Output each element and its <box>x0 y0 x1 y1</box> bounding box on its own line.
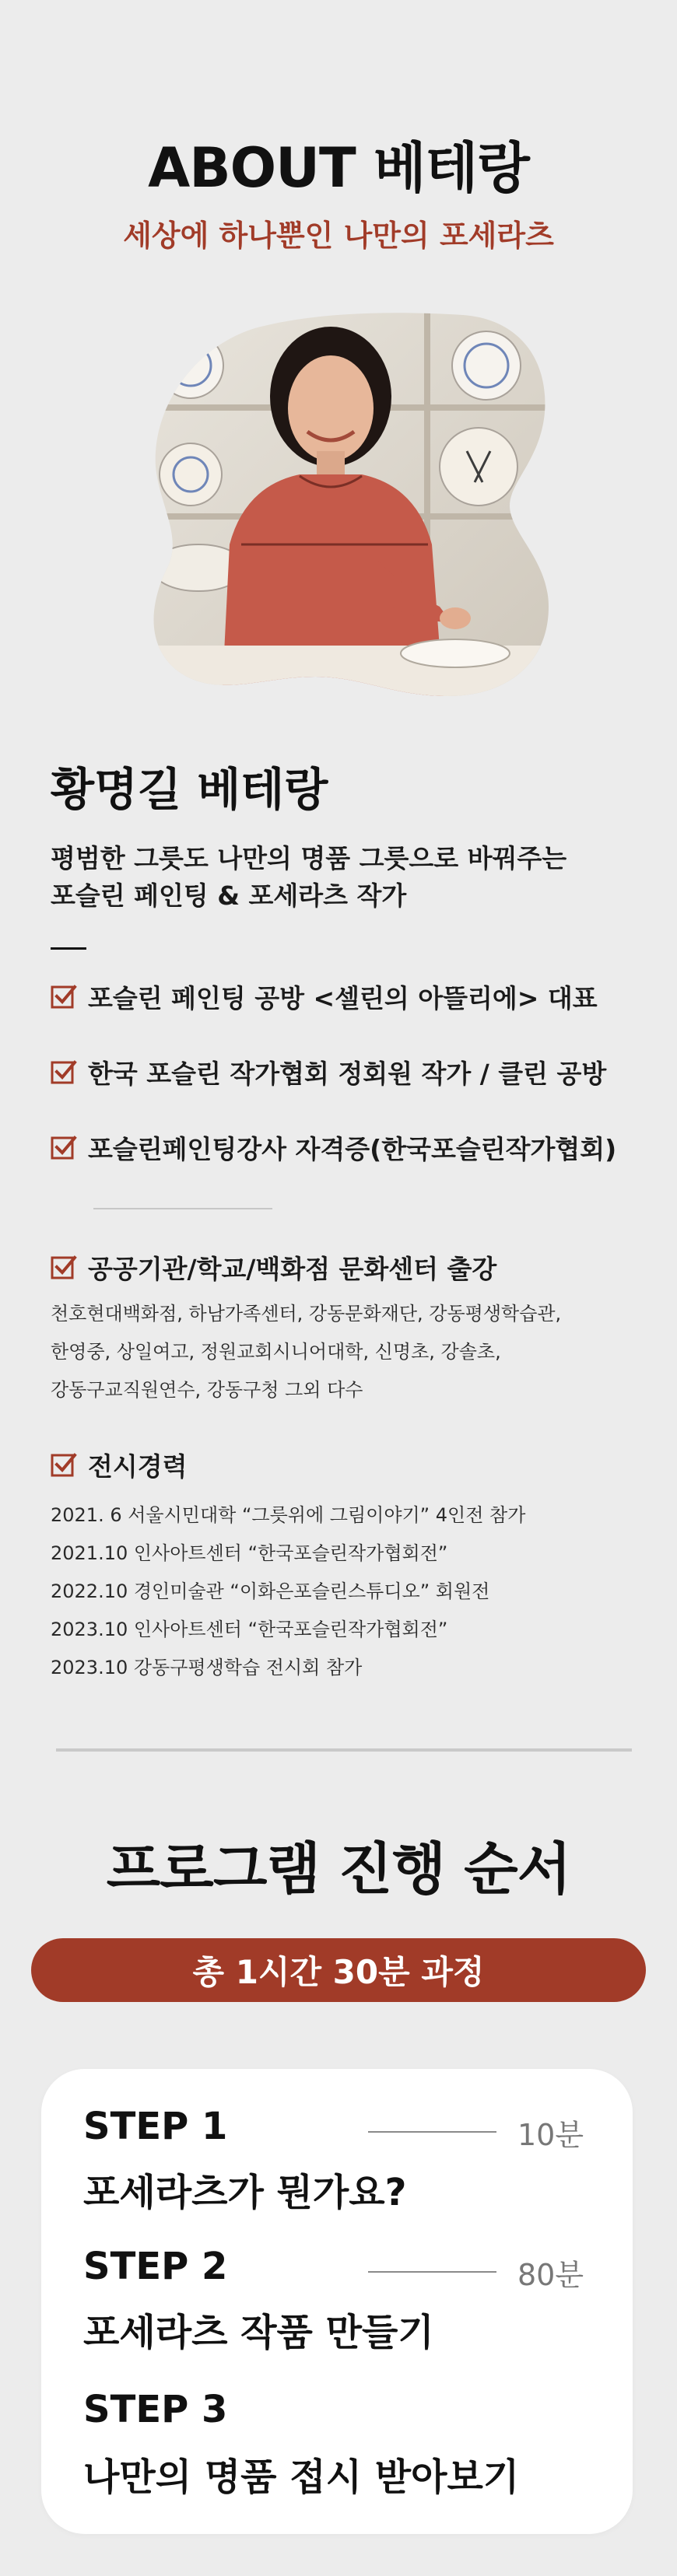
divider-short <box>93 1208 272 1209</box>
credential-item <box>51 978 598 1015</box>
step-connector-line <box>368 2271 496 2273</box>
step-label: STEP 2 <box>83 2245 228 2288</box>
divider-dash <box>51 947 86 950</box>
exhibition-line: 2023.10 인사아트센터 “한국포슬린작가협회전” <box>51 1619 448 1640</box>
credential-text: 한국 포슬린 작가협회 정회원 작가 / 클린 공방 <box>88 1059 607 1089</box>
exhibition-line: 2021.10 인사아트센터 “한국포슬린작가협회전” <box>51 1542 448 1564</box>
step-label: STEP 1 <box>83 2105 228 2148</box>
checkbox-icon <box>51 1059 77 1086</box>
credential-text: 포슬린 페인팅 공방 <셀린의 아뜰리에> 대표 <box>88 983 598 1013</box>
exhibition-line: 2021. 6 서울시민대학 “그릇위에 그림이야기” 4인전 참가 <box>51 1504 526 1526</box>
checkbox-icon <box>51 984 77 1010</box>
artist-photo <box>144 311 552 700</box>
step-description: 포세라츠 작품 만들기 <box>83 2311 434 2354</box>
credential-text: 포슬린페인팅강사 자격증(한국포슬린작가협회) <box>88 1134 617 1164</box>
total-duration-text: 총 1시간 30분 과정 <box>192 1953 485 1991</box>
total-duration-badge <box>31 1938 646 2002</box>
step-connector-line <box>368 2131 496 2133</box>
steps-card <box>41 2069 633 2534</box>
lecture-line: 천호현대백화점, 하남가족센터, 강동문화재단, 강동평생학습관, <box>51 1303 562 1325</box>
lecture-line: 강동구교직원연수, 강동구청 그외 다수 <box>51 1379 363 1401</box>
about-title: ABOUT 베테랑 <box>148 136 529 200</box>
checkbox-icon <box>51 1452 77 1479</box>
lectures-list <box>51 1295 561 1409</box>
artist-name: 황명길 베테랑 <box>51 763 328 816</box>
checkbox-icon <box>51 1255 77 1281</box>
exhibitions-list <box>51 1496 525 1687</box>
step-label: STEP 3 <box>83 2388 228 2431</box>
lectures-heading <box>51 1249 496 1286</box>
program-title: 프로그램 진행 순서 <box>106 1836 571 1902</box>
exhibition-line: 2022.10 경인미술관 “이화은포슬린스튜디오” 회원전 <box>51 1580 490 1602</box>
step-duration: 80분 <box>517 2258 584 2292</box>
checkbox-icon <box>51 1135 77 1161</box>
artist-tagline <box>51 840 567 915</box>
tagline-line-1: 평범한 그릇도 나만의 명품 그릇으로 바꿔주는 <box>51 843 567 873</box>
credential-item <box>51 1054 606 1090</box>
lecture-line: 한영중, 상일여고, 정원교회시니어대학, 신명초, 강솔초, <box>51 1341 501 1363</box>
exhibition-line: 2023.10 강동구평생학습 전시회 참가 <box>51 1657 363 1678</box>
exhibitions-heading <box>51 1447 188 1483</box>
step-duration: 10분 <box>517 2118 584 2152</box>
step-description: 포세라츠가 뭔가요? <box>83 2171 407 2214</box>
exhibitions-heading-text: 전시경력 <box>88 1451 188 1482</box>
step-description: 나만의 명품 접시 받아보기 <box>83 2455 520 2499</box>
section-divider <box>56 1748 632 1752</box>
about-subtitle: 세상에 하나뿐인 나만의 포세라츠 <box>123 219 554 253</box>
tagline-line-2: 포슬린 페인팅 & 포세라츠 작가 <box>51 880 407 911</box>
credential-item <box>51 1129 616 1166</box>
lectures-heading-text: 공공기관/학교/백화점 문화센터 출강 <box>88 1254 497 1284</box>
